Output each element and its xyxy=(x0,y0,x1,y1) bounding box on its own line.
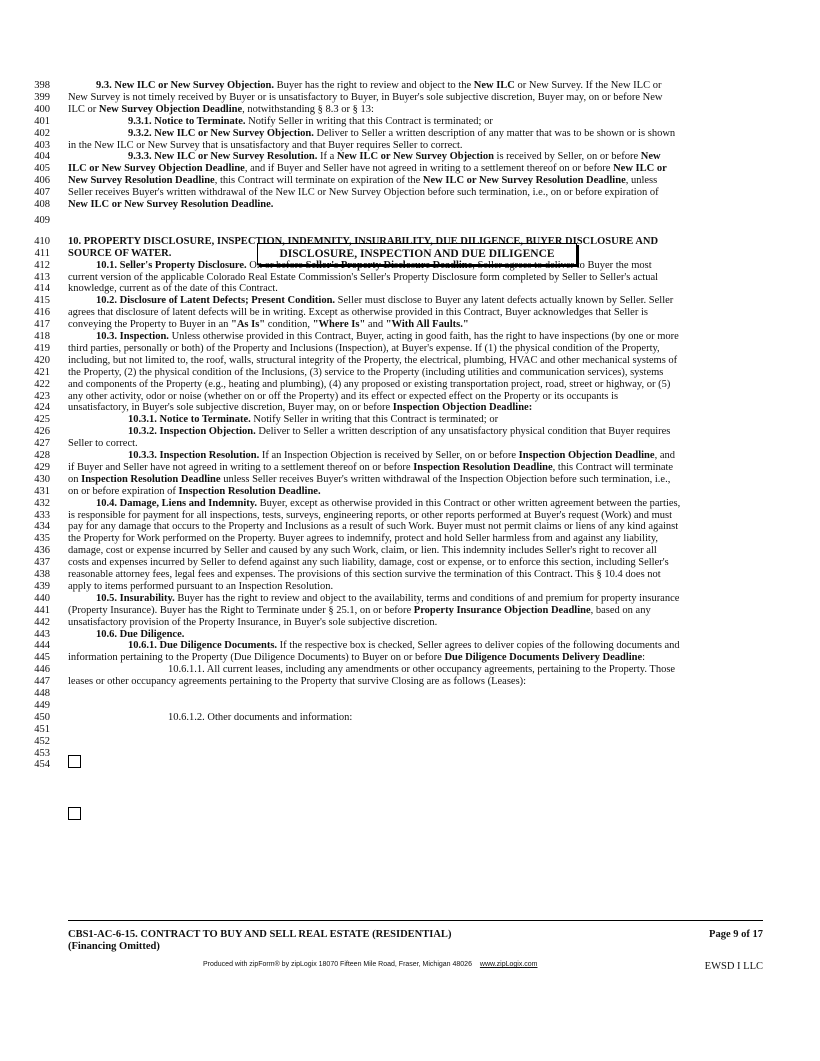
text-segment: unsatisfactory, in Buyer's sole subjective discretion, Buyer may, on or before xyxy=(68,402,393,414)
text-segment: damage, cost or expense incurred by Seller and caused by any such Work, claim, or lien. This indemnity includes Seller's right to recover all xyxy=(68,545,657,557)
text-segment: the Property for Work performed on the Property. Buyer agrees to indemnify, protect and hold Seller harmless from and against any liability, xyxy=(68,533,659,545)
line-number: 444 xyxy=(34,640,50,652)
text-segment: , notwithstanding § 8.3 or § 13: xyxy=(242,103,374,115)
line-number: 450 xyxy=(34,711,50,723)
bold-text: 10.6. Due Diligence. xyxy=(96,628,185,640)
line-number: 449 xyxy=(34,699,50,711)
text-segment: pay for any damage that occurs to the Property and Inclusions as a result of such Work. Buyer must not permit claims or liens of any kind against xyxy=(68,521,679,533)
line-number: 418 xyxy=(34,331,50,342)
text-segment: current version of the applicable Colorado Real Estate Commission's Seller's Property Disclosure form completed by Seller to Seller's actual xyxy=(68,271,659,283)
line-number: 427 xyxy=(34,438,50,450)
text-segment: Notify Seller in writing that this Contract is terminated; or xyxy=(245,115,493,127)
text-segment: If the respective box is checked, Seller agrees to deliver copies of the following documents and xyxy=(277,640,680,652)
bold-text: Property Insurance Objection Deadline xyxy=(413,604,591,616)
bold-text: 10.6.1. Due Diligence Documents. xyxy=(128,640,278,652)
line-number: 410 xyxy=(34,235,50,247)
text-segment: (Property Insurance). Buyer has the Right to Terminate under § 25.1, on or before xyxy=(68,604,414,616)
line-number: 400 xyxy=(34,103,50,115)
contract-line xyxy=(0,198,820,211)
line-number: 439 xyxy=(34,580,50,592)
line-number: 433 xyxy=(34,509,50,521)
form-id: CBS1-AC-6-15. CONTRACT TO BUY AND SELL REAL ESTATE (RESIDENTIAL) xyxy=(68,929,452,940)
text-segment: third parties, personally or both) of the Property and Inclusions (Inspection), at Buyer's expense. If (1) the physical condition of the Property, xyxy=(68,342,660,354)
text-segment: on xyxy=(68,473,82,485)
text-segment: On or before xyxy=(246,259,306,271)
line-number: 421 xyxy=(34,366,50,378)
bold-text: New ILC or New Survey Resolution Deadline. xyxy=(68,199,274,210)
line-number: 445 xyxy=(34,652,50,664)
bold-text: New ILC xyxy=(473,80,515,91)
bold-text: Seller's Property Disclosure Deadline xyxy=(305,259,473,271)
page-number: Page 9 of 17 xyxy=(709,929,763,940)
bold-text: New Survey Objection Deadline xyxy=(98,103,243,115)
text-segment: , based on any xyxy=(590,604,651,616)
text-segment: Seller receives Buyer's written withdrawal of the New ILC or New Survey Objection before such termination, i.e., on or before expiration of xyxy=(68,187,659,199)
bold-text: 9.3. New ILC or New Survey Objection. xyxy=(96,80,274,91)
text-segment: if Buyer and Seller have not agreed in writing to a settlement thereof on or before xyxy=(68,461,414,473)
line-number: 443 xyxy=(34,628,50,640)
text-segment: reasonable attorney fees, legal fees and expenses. The provisions of this section survive the termination of this Contract. This § 10.4 does not xyxy=(68,569,661,580)
bold-text: New ILC or New Survey Resolution Deadline xyxy=(422,175,626,187)
text-segment: Deliver to Seller a written description of any matter that was to be shown or is shown xyxy=(313,127,676,139)
line-number: 409 xyxy=(34,214,50,226)
line-number: 405 xyxy=(34,163,50,175)
text-segment: Unless otherwise provided in this Contract, Buyer, acting in good faith, has the right to have inspections (by one or more xyxy=(168,331,679,342)
company-name: EWSD I LLC xyxy=(704,961,763,972)
producer-credit xyxy=(203,960,538,969)
line-number: 426 xyxy=(34,426,50,438)
bold-text: 10.3.2. Inspection Objection. xyxy=(128,426,256,438)
text-segment: Buyer has the right to review and object to the xyxy=(274,80,474,91)
bold-text: "With All Faults." xyxy=(385,319,469,331)
text-segment: , and if Buyer and Seller have not agreed in writing to a settlement thereof on or before xyxy=(244,163,614,175)
line-number: 441 xyxy=(34,604,50,616)
text-segment: on or before expiration of xyxy=(68,485,179,497)
bold-text: 10.4. Damage, Liens and Indemnity. xyxy=(96,497,258,509)
bold-text: 10.5. Insurability. xyxy=(96,592,175,604)
bold-text: 10.3.1. Notice to Terminate. xyxy=(128,414,251,426)
line-number: 446 xyxy=(34,664,50,676)
text-segment: , this Contract will terminate on expiration of the xyxy=(214,175,423,187)
text-segment: and components of the Property (e.g., heating and plumbing), (4) any proposed or existing transportation project, road, street or highway, or (5) xyxy=(68,378,671,390)
line-number: 423 xyxy=(34,390,50,402)
line-number: 438 xyxy=(34,569,50,580)
text-segment: , Seller agrees to deliver to Buyer the most xyxy=(472,259,652,271)
line-number: 453 xyxy=(34,747,50,759)
line-number: 422 xyxy=(34,378,50,390)
line-number: 416 xyxy=(34,307,50,319)
text-segment: the Property, (2) the physical condition of the Inclusions, (3) service to the Property (including utilities and communication services), systems xyxy=(68,366,664,378)
bold-text: SOURCE OF WATER. xyxy=(68,247,172,259)
bold-text: 10. PROPERTY DISCLOSURE, INSPECTION, INDEMNITY, INSURABILITY, DUE DILIGENCE, BUYER DISCLOSURE AND xyxy=(68,235,659,247)
footer-divider xyxy=(68,920,763,921)
bold-text: New Survey Resolution Deadline xyxy=(68,175,215,187)
line-number: 454 xyxy=(34,759,50,771)
line-number: 414 xyxy=(34,283,50,295)
bold-text: Due Diligence Documents Delivery Deadline xyxy=(444,652,643,664)
line-number: 419 xyxy=(34,342,50,354)
line-number: 437 xyxy=(34,557,50,569)
text-segment: : xyxy=(642,652,646,664)
text-segment: 10.6.1.2. Other documents and information: xyxy=(168,711,353,723)
bold-text: New ILC or xyxy=(613,163,667,175)
line-number: 432 xyxy=(34,497,50,509)
text-segment: conveying the Property to Buyer in an xyxy=(68,319,232,331)
bold-text: New xyxy=(640,151,661,163)
text-segment: or New Survey. If the New ILC or xyxy=(514,80,662,91)
line-number: 451 xyxy=(34,723,50,735)
bold-text: 10.3.3. Inspection Resolution. xyxy=(128,450,260,461)
line-number: 448 xyxy=(34,688,50,699)
section-banner: DISCLOSURE, INSPECTION AND DUE DILIGENCE xyxy=(257,243,577,265)
bold-text: Inspection Objection Deadline: xyxy=(392,402,533,414)
text-segment: any other activity, odor or noise (whether on or off the Property) and its effect or expected effect on the Property or its occupants is xyxy=(68,390,619,402)
text-segment: condition, xyxy=(265,319,313,331)
text-segment: information pertaining to the Property (Due Diligence Documents) to Buyer on or before xyxy=(68,652,445,664)
line-number: 428 xyxy=(34,450,50,461)
contract-line xyxy=(0,758,820,771)
bold-text: ILC or New Survey Objection Deadline xyxy=(68,163,245,175)
bold-text: 9.3.3. New ILC or New Survey Resolution. xyxy=(128,151,318,163)
line-text xyxy=(68,198,273,211)
line-number: 425 xyxy=(34,414,50,426)
bold-text: Inspection Resolution Deadline. xyxy=(178,485,321,497)
contract-line xyxy=(0,214,820,227)
text-segment: If a xyxy=(317,151,337,163)
text-segment: If an Inspection Objection is received by Seller, on or before xyxy=(259,450,519,461)
text-segment: unsatisfactory provision of the Property Insurance, in Buyer's sole subjective discretion. xyxy=(68,616,438,628)
line-number: 412 xyxy=(34,259,50,271)
line-number: 429 xyxy=(34,461,50,473)
line-number: 417 xyxy=(34,319,50,331)
text-segment: apply to items performed pursuant to an Inspection Resolution. xyxy=(68,580,334,592)
text-segment: ILC or xyxy=(68,103,99,115)
text-segment: Buyer, except as otherwise provided in this Contract or other written agreement between the parties, xyxy=(257,497,681,509)
line-number: 442 xyxy=(34,616,50,628)
bold-text: 9.3.2. New ILC or New Survey Objection. xyxy=(128,127,314,139)
text-segment: , this Contract will terminate xyxy=(552,461,674,473)
line-number: 404 xyxy=(34,151,50,163)
bold-text: "Where Is" xyxy=(312,319,366,331)
other-documents-checkbox[interactable] xyxy=(68,807,81,820)
text-segment: is received by Seller, on or before xyxy=(493,151,641,163)
bold-text: Inspection Resolution Deadline xyxy=(413,461,553,473)
line-number: 401 xyxy=(34,115,50,127)
line-number: 435 xyxy=(34,533,50,545)
bold-text: 10.1. Seller's Property Disclosure. xyxy=(96,259,247,271)
line-number: 415 xyxy=(34,295,50,307)
text-segment: Notify Seller in writing that this Contract is terminated; or xyxy=(250,414,499,426)
text-segment: Buyer has the right to review and object to the availability, terms and conditions of and premium for property insurance xyxy=(174,592,680,604)
bold-text: New ILC or New Survey Objection xyxy=(336,151,494,163)
bold-text: 10.2. Disclosure of Latent Defects; Present Condition. xyxy=(96,295,336,307)
line-number: 411 xyxy=(34,247,50,259)
text-segment: 10.6.1.1. All current leases, including any amendments or other occupancy agreements, pertaining to the Property. Those xyxy=(168,664,676,676)
text-segment: Seller must disclose to Buyer any latent defects actually known by Seller. Seller xyxy=(335,295,674,307)
text-segment: knowledge, current as of the date of this Contract. xyxy=(68,283,278,295)
line-number: 440 xyxy=(34,592,50,604)
text-segment: unless Seller receives Buyer's written withdrawal of the Inspection Objection before such termination, i.e., xyxy=(220,473,671,485)
line-number: 403 xyxy=(34,139,50,151)
line-number: 402 xyxy=(34,127,50,139)
line-number: 398 xyxy=(34,80,50,91)
text-segment: New Survey is not timely received by Buyer or is unsatisfactory to Buyer, in Buyer's sole subjective discretion, Buyer may, on or before New xyxy=(68,91,663,103)
line-number: 436 xyxy=(34,545,50,557)
leases-checkbox[interactable] xyxy=(68,755,81,768)
producer-text: Produced with zipForm® by zipLogix 18070 Fifteen Mile Road, Fraser, Michigan 48026 xyxy=(203,961,472,968)
bold-text: 10.3. Inspection. xyxy=(96,331,169,342)
line-number: 420 xyxy=(34,354,50,366)
text-segment: Deliver to Seller a written description of any unsatisfactory physical condition that Buyer requires xyxy=(255,426,671,438)
text-segment: , unless xyxy=(625,175,658,187)
line-number: 406 xyxy=(34,175,50,187)
line-number: 407 xyxy=(34,187,50,199)
line-number: 399 xyxy=(34,91,50,103)
bold-text: 9.3.1. Notice to Terminate. xyxy=(128,115,246,127)
text-segment: leases or other occupancy agreements pertaining to the Property that survive Closing are as follows (Leases): xyxy=(68,676,527,688)
text-segment: and xyxy=(365,319,386,331)
line-number: 424 xyxy=(34,402,50,414)
line-number: 430 xyxy=(34,473,50,485)
bold-text: Inspection Resolution Deadline xyxy=(81,473,221,485)
line-number: 413 xyxy=(34,271,50,283)
text-segment: is responsible for payment for all inspections, tests, surveys, engineering reports, or other reports performed at Buyer's request (Work) and must xyxy=(68,509,673,521)
text-segment: in the New ILC or New Survey that is unsatisfactory and that Buyer requires Seller to correct. xyxy=(68,139,463,151)
bold-text: Inspection Objection Deadline xyxy=(518,450,655,461)
text-segment: Seller to correct. xyxy=(68,438,138,450)
text-segment: costs and expenses incurred by Seller to defend against any such liability, damage, cost or expense, or to enforce this section, including Seller's xyxy=(68,557,669,569)
line-number: 452 xyxy=(34,735,50,747)
text-segment: , and xyxy=(654,450,675,461)
text-segment: including, but not limited to, the roof, walls, structural integrity of the Property, the electrical, plumbing, HVAC and other mechanical systems of xyxy=(68,354,678,366)
text-segment: agrees that disclosure of latent defects will be in writing. Except as otherwise provided in this Contract, Buyer acknowledges that Seller is xyxy=(68,307,648,319)
form-subtitle: (Financing Omitted) xyxy=(68,941,160,952)
bold-text: "As Is" xyxy=(231,319,266,331)
zip-logix-link[interactable]: www.zipLogix.com xyxy=(479,961,538,968)
line-number: 408 xyxy=(34,199,50,210)
line-number: 447 xyxy=(34,676,50,688)
line-number: 431 xyxy=(34,485,50,497)
line-number: 434 xyxy=(34,521,50,533)
